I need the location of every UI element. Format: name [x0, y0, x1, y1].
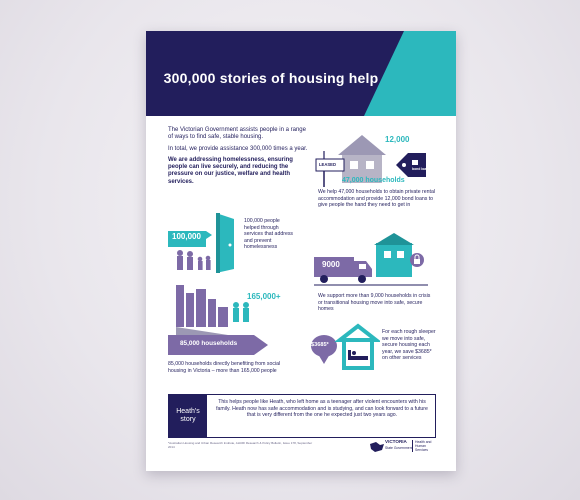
bond-loans-label: bond loans	[412, 167, 431, 171]
logo-dept: Health and Human Services	[412, 440, 439, 452]
story-box	[168, 394, 436, 438]
intro-paragraph-2: In total, we provide assistance 300,000 times a year.	[168, 145, 308, 152]
location-pin-icon	[311, 335, 337, 364]
services-number: 100,000	[172, 232, 201, 241]
page-title: 300,000 stories of housing help	[163, 70, 379, 86]
crisis-number: 9000	[322, 260, 340, 269]
leased-sign-icon	[316, 151, 344, 187]
story-text: This helps people like Heath, who left home as a teenager after violent encounters with his family. Heath now has safe accommodation and is studying, and can look forward to a future that is very different from the one he expected just two years ago.	[216, 399, 428, 419]
infographic-poster	[146, 31, 456, 471]
door-icon	[216, 213, 234, 273]
services-graphic	[168, 211, 244, 273]
family-icon	[177, 250, 211, 270]
rough-saving: $3685*	[311, 342, 329, 348]
intro-paragraph-1: The Victorian Government assists people in a range of ways to find safe, stable housing.	[168, 127, 306, 141]
social-households: 85,000 households	[180, 340, 238, 347]
city-icon	[176, 285, 228, 327]
bed-icon	[348, 350, 368, 360]
header-band	[146, 31, 456, 116]
rental-text: We help 47,000 households to obtain private rental accommodation and provide 12,000 bond loans to give people the hand they need to get in	[318, 189, 435, 209]
intro-text	[168, 127, 308, 190]
rough-graphic	[310, 322, 380, 378]
logo-brand: VICTORIA	[385, 439, 407, 444]
victoria-logo	[370, 439, 384, 457]
social-text: 85,000 households directly benefiting from social housing in Victoria – more than 165,000 people	[168, 361, 281, 374]
footnote: *Australian Housing and Urban Research Institute, AHURI Research & Policy Bulletin, Issue 178, September 2014	[168, 441, 313, 449]
leased-label: LEASED	[319, 162, 336, 167]
story-label: Heath's story	[169, 395, 207, 437]
bond-loans-number: 12,000	[385, 135, 410, 144]
house-icon	[340, 326, 376, 368]
lock-icon	[410, 253, 424, 267]
services-text: 100,000 people helped through services that address and prevent homelessness	[244, 218, 294, 251]
house-icon	[374, 233, 414, 277]
crisis-text: We support more than 9,000 households in crisis or transitional housing move into safe, secure homes	[318, 293, 431, 313]
logo-sub: State Government	[385, 446, 413, 450]
rental-households: 47,000 households	[342, 177, 405, 184]
family-icon	[233, 302, 249, 322]
victoria-logo-icon	[370, 442, 384, 452]
social-people: 165,000+	[247, 292, 281, 301]
intro-paragraph-3: We are addressing homelessness, ensuring people can live securely, and reducing the pressure on our justice, welfare and health services.	[168, 156, 293, 185]
key-tag-icon	[396, 153, 426, 177]
house-icon	[338, 135, 386, 183]
rough-text: For each rough sleeper we move into safe, secure housing each year, we save $3685* on other services	[382, 329, 436, 362]
